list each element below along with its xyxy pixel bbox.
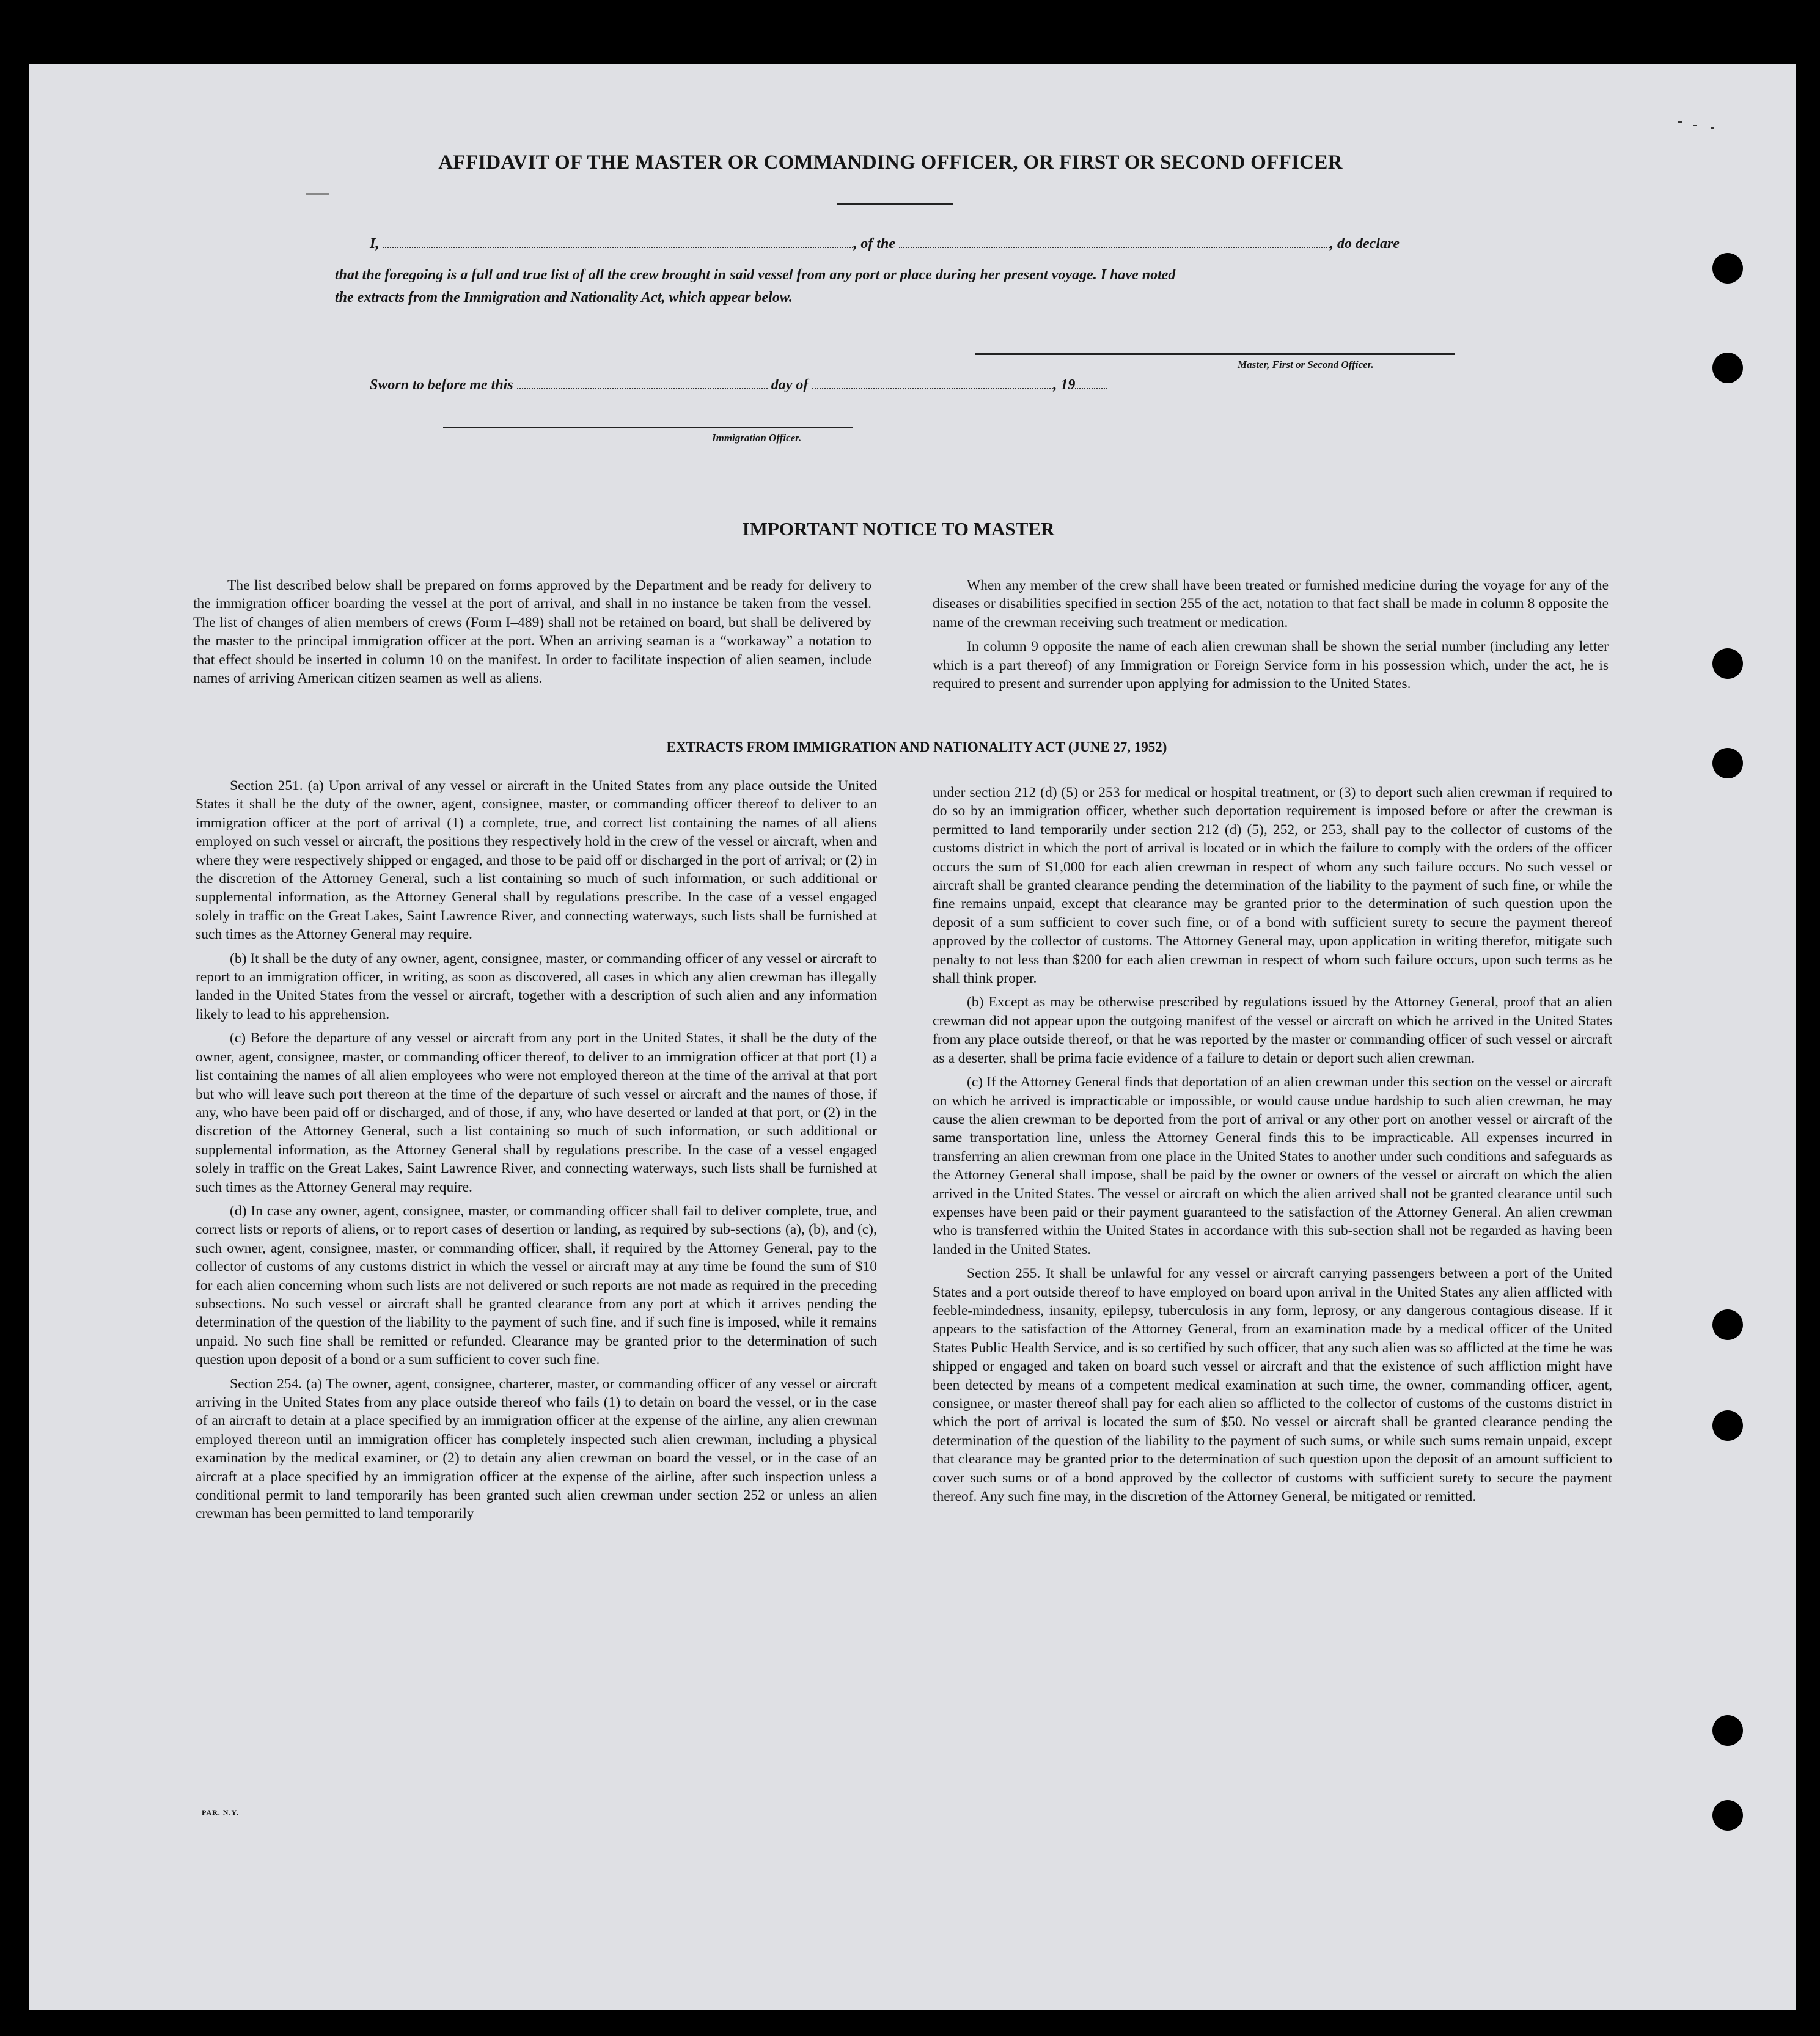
do-declare-label: , do declare: [1330, 236, 1400, 252]
extract-paragraph: under section 212 (d) (5) or 253 for medical or hospital treatment, or (3) to deport such alien crewman if required to do so by an immigration officer, whether such deportation requirement is imposed before or after the crewman is permitted to land temporarily under section 212 (d) (5), 252, or 253, shall pay to the collector of customs of the customs district in which the port of arrival is located or in which the failure to comply with the orders of the officer occurs the sum of $1,000 for each alien crewman in respect of whom any such failure occurs. No such vessel or aircraft shall be granted clearance pending the determination of the liability to the payment of such fine, or while the fine remains unpaid, except that clearance may be granted prior to the determination of such question upon the deposit of a sum sufficient to cover such fine, or of a bond with sufficient surety to secure the payment thereof approved by the collector of customs. The Attorney General may, upon application in writing therefor, mitigate such penalty to not less than $200 for each alien crewman in respect of whom such failure occurs, upon such terms as he shall think proper.: [933, 785, 1612, 987]
extracts-left-column: [196, 777, 877, 1529]
punch-hole: [1712, 748, 1743, 778]
printer-mark: PAR. N.Y.: [202, 1808, 240, 1817]
punch-hole: [1712, 1309, 1743, 1340]
notice-left-column: [193, 576, 871, 693]
vessel-field[interactable]: [899, 236, 1330, 248]
punch-hole: [1712, 1800, 1743, 1831]
punch-hole: [1712, 1715, 1743, 1746]
extract-paragraph: (d) In case any owner, agent, consignee, master, or commanding officer shall fail to deliver complete, true, and correct lists or reports of aliens, or to report cases of desertion or landing, as required by sub-sections (a), (b), and (c), such owner, agent, consignee, master, or commanding officer, shall, if required by the Attorney General, pay to the collector of customs of any customs district in which the vessel or aircraft may at any time be found the sum of $10 for each alien concerning whom such lists are not delivered or such reports are not made as required in the preceding subsections. No such vessel or aircraft shall be granted clearance from any port at which it arrives pending the determination of the question of the liability to the payment of such fine, and if such fine is imposed, while it remains unpaid. No such fine shall be remitted or refunded. Clearance may be granted prior to the determination of such question upon deposit of a bond or a sum sufficient to cover such fine.: [196, 1203, 877, 1368]
statement-line-2: the extracts from the Immigration and Nationality Act, which appear below.: [335, 290, 793, 306]
scan-speck: [306, 193, 329, 195]
sworn-year-field[interactable]: [1075, 377, 1107, 389]
extract-paragraph: Section 251. (a) Upon arrival of any vessel or aircraft in the United States from any place outside the United States it shall be the duty of the owner, agent, consignee, master, or commanding officer thereof to deliver to an immigration officer at the port of arrival (1) a complete, true, and correct list containing the names of all aliens employed on such vessel or aircraft, the positions they respectively hold in the crew of the vessel or aircraft, when and where they were respectively shipped or engaged, and those to be paid off or discharged in the port of arrival; or (2) in the discretion of the Attorney General, such a list containing so much of such information, or such additional or supplemental information, as the Attorney General shall by regulations prescribe. In the case of a vessel engaged solely in traffic on the Great Lakes, Saint Lawrence River, and connecting waterways, such lists shall be furnished at such times as the Attorney General may require.: [196, 778, 877, 943]
punch-hole: [1712, 1410, 1743, 1441]
declaration-line: [370, 236, 1400, 252]
immigration-officer-signature-line[interactable]: [443, 427, 853, 428]
extract-paragraph: Section 255. It shall be unlawful for any vessel or aircraft carrying passengers between a port of the United States and a port outside thereof to have employed on board upon arrival in the United States any alien afflicted with feeble-mindedness, insanity, epilepsy, tuberculosis in any form, leprosy, or any dangerous contagious disease. If it appears to the satisfaction of the Attorney General, from an examination made by a medical officer of the United States Public Health Service, and is so certified by such officer, that any such alien was so afflicted at the time he was shipped or engaged and taken on board such vessel or aircraft and that the existence of such affliction might have been detected by means of a competent medical examination at such time, the owner, commanding officer, agent, consignee, or master thereof shall pay for each alien so afflicted to the collector of customs of the customs district in which the port of arrival is located the sum of $50. No vessel or aircraft shall be granted clearance pending the determination of the question of the liability to the payment of such sums, or while such sums remain unpaid, except that clearance may be granted prior to the determination of such question upon the deposit of an amount sufficient to cover such sums or of a bond approved by the collector of customs with sufficient surety to secure the payment thereof. Any such fine may, in the discretion of the Attorney General, be mitigated or remitted.: [933, 1265, 1612, 1505]
master-caption: Master, First or Second Officer.: [1238, 359, 1374, 370]
scan-speck: [1678, 121, 1682, 123]
extract-paragraph: (b) It shall be the duty of any owner, agent, consignee, master, or commanding officer of any vessel or aircraft to report to an immigration officer, in writing, as soon as discovered, all cases in which any alien crewman has illegally landed in the United States from the vessel or aircraft, together with a description of such alien and any information likely to lead to his apprehension.: [196, 950, 877, 1022]
extract-paragraph: (c) If the Attorney General finds that deportation of an alien crewman under this section on the vessel or aircraft on which he arrived is impracticable or impossible, or would cause undue hardship to such alien crewman, he may cause the alien crewman to be deported from the port of arrival or any other port on another vessel or aircraft of the same transportation line, unless the Attorney General finds this to be impracticable. All expenses incurred in transferring an alien crewman from one place in the United States to another under such conditions and safeguards as the Attorney General shall impose, shall be paid by the owner or owners of the vessel or aircraft on which the alien arrived in the United States. The vessel or aircraft on which the alien arrived shall not be granted clearance until such expenses have been paid or their payment guaranteed to the satisfaction of the Attorney General. An alien crewman who is transferred within the United States in accordance with this sub-section shall not be regarded as having been landed in the United States.: [933, 1074, 1612, 1258]
extract-paragraph: (b) Except as may be otherwise prescribed by regulations issued by the Attorney General, proof that an alien crewman did not appear upon the outgoing manifest of the vessel or aircraft on which he arrived in the United States from any place outside thereof, or that he was reported by the master or commanding officer of such vessel or aircraft as a deserter, shall be prima facie evidence of a failure to detain or deport such alien crewman.: [933, 994, 1612, 1066]
sworn-line: [370, 377, 1107, 394]
sworn-label: Sworn to before me this: [370, 377, 513, 393]
extract-paragraph: Section 254. (a) The owner, agent, consignee, charterer, master, or commanding officer of any vessel or aircraft arriving in the United States from any place outside thereof who fails (1) to detain on board the vessel, or in the case of an aircraft to detain at a place specified by an immigration officer at the expense of the airline, any alien crewman employed thereon until an immigration officer has completely inspected such alien crewman, including a physical examination by the medical examiner, or (2) to detain any alien crewman on board the vessel, or in the case of an aircraft at a place specified by an immigration officer at the expense of the airline, after such inspection unless a conditional permit to land temporarily has been granted such alien crewman under section 252 or unless an alien crewman has been permitted to land temporarily: [196, 1375, 877, 1522]
notice-paragraph: The list described below shall be prepared on forms approved by the Department and be ready for delivery to the immigration officer boarding the vessel at the port of arrival, and shall in no instance be taken from the vessel. The list of changes of alien members of crews (Form I–489) shall not be retained on board, but shall be delivered by the master to the principal immigration officer at the port. When an arriving seaman is a “workaway” a notation to that effect should be inserted in column 10 on the manifest. In order to facilitate inspection of alien seamen, include names of arriving American citizen seamen as well as aliens.: [193, 577, 871, 687]
statement-line-1: that the foregoing is a full and true list of all the crew brought in said vessel from any port or place during her present voyage. I have noted: [335, 267, 1176, 283]
name-field[interactable]: [383, 236, 853, 248]
notice-title: IMPORTANT NOTICE TO MASTER: [742, 518, 1055, 540]
immigration-officer-caption: Immigration Officer.: [712, 432, 802, 444]
punch-hole: [1712, 353, 1743, 383]
punch-hole: [1712, 648, 1743, 679]
scan-speck: [1693, 125, 1697, 126]
year-label: , 19: [1053, 377, 1076, 393]
i-label: I,: [370, 236, 380, 252]
day-of-label: day of: [771, 377, 809, 393]
of-the-label: , of the: [853, 236, 896, 252]
sworn-day-field[interactable]: [517, 377, 768, 389]
extract-paragraph: (c) Before the departure of any vessel or aircraft from any port in the United States, it shall be the duty of the owner, agent, consignee, master, or commanding officer thereof, to deliver to an immigration officer at that port (1) a list containing the names of all alien employees who were not employed thereon at the time of the arrival at that port but who will leave such port thereon at the time of the departure of such vessel or aircraft and the names of those, if any, who have been paid off or discharged, and of those, if any, who have deserted or landed at that port, or (2) in the discretion of the Attorney General, such a list containing so much of such information, or such additional or supplemental information, as the Attorney General shall by regulations prescribe. In the case of a vessel engaged solely in traffic on the Great Lakes, Saint Lawrence River, and connecting waterways, such lists shall be furnished at such times as the Attorney General may require.: [196, 1030, 877, 1195]
sworn-month-field[interactable]: [812, 377, 1053, 389]
notice-right-column: [933, 576, 1609, 698]
notice-paragraph: In column 9 opposite the name of each alien crewman shall be shown the serial number (including any letter which is a part thereof) of any Immigration or Foreign Service form in his possession which, under the act, he is required to present and surrender upon applying for admission to the United States.: [933, 639, 1609, 692]
notice-paragraph: When any member of the crew shall have been treated or furnished medicine during the voyage for any of the diseases or disabilities specified in section 255 of the act, notation to that fact shall be made in column 8 opposite the name of the crewman receiving such treatment or medication.: [933, 577, 1609, 631]
extracts-right-column: [933, 783, 1612, 1511]
punch-hole: [1712, 253, 1743, 284]
extracts-title: EXTRACTS FROM IMMIGRATION AND NATIONALITY ACT (JUNE 27, 1952): [666, 739, 1167, 755]
affidavit-title: AFFIDAVIT OF THE MASTER OR COMMANDING OFFICER, OR FIRST OR SECOND OFFICER: [438, 152, 1343, 174]
title-rule: [837, 203, 953, 205]
master-signature-line[interactable]: [975, 353, 1455, 355]
scan-speck: [1711, 127, 1714, 129]
